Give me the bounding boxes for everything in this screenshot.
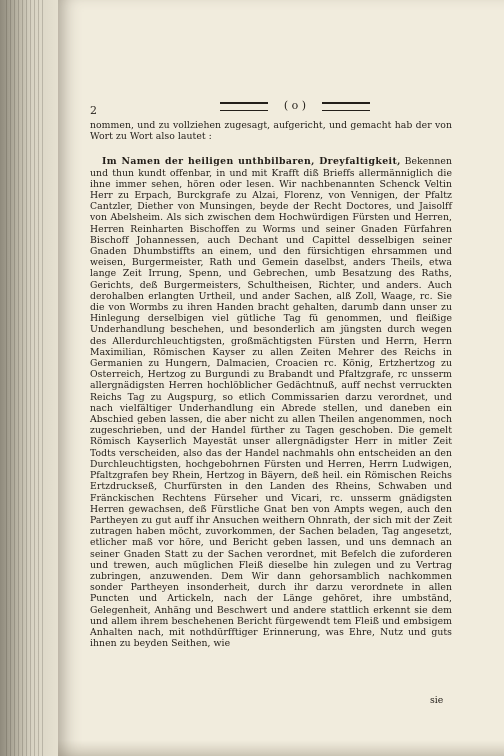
- document-body: [90, 156, 452, 649]
- header-ornament: ( o ): [283, 99, 307, 112]
- invocation-heading: Im Namen der heiligen unthbilbaren, Dreyfaltigkeit,: [102, 156, 401, 168]
- page-number: 2: [90, 104, 97, 117]
- catchword: sie: [430, 695, 444, 706]
- header-rule-right: [322, 102, 370, 111]
- header-rule-left: [220, 102, 268, 111]
- page-text: [90, 120, 452, 649]
- intro-paragraph: nommen, und zu vollziehen zugesagt, aufgericht, und gemacht hab der von Wort zu Wort also lautet :: [90, 120, 452, 143]
- running-header: [220, 99, 370, 115]
- book-gutter: [0, 0, 58, 756]
- page-bottom-shadow: [58, 740, 504, 756]
- body-paragraph: Bekennen und thun kundt offenbar, in und mit Krafft diß Brieffs allermänniglich die ihne immer sehen, hören oder lesen. Wir nachbenannten Schenck Veltin Herr zu Erpach, Burckgrafe zu Alzai, Florenz, von Vennigen, der Pfaltz Cantzler, Diether von Munsingen, beyde der Recht Doctores, und Jaisolff von Abelsheim. Als sich zwischen dem Hochwürdigen Fürsten und Herren, Herren Reinharten Bischoffen zu Worms und seiner Gnaden Fürfahren Bischoff Johannessen, auch Dechant und Capittel desselbigen seiner Gnaden Dhumbstiffts an einem, und den fürsichtigen ehrsammen und weisen, Burgermeister, Rath und Gemein daselbst, anders Theils, etwa lange Zeit Irrung, Spenn, und Gebrechen, umb Besatzung des Raths, Gerichts, deß Burgermeisters, Schultheisen, Richter, und anders. Auch derohalben erlangten Urtheil, und ander Sachen, alß Zoll, Waage, rc. Sie die von Wormbs zu ihren Handen bracht gehalten, darumb dann unser zu Hinlegung derselbigen viel gütliche Tag fü genommen, und fleißige Underhandlung beschehen, und besonderlich am jüngsten durch wegen des Allerdurchleuchtigsten, großmächtigsten Fürsten und Herrn, Herrn Maximilian, Römischen Kayser zu allen Zeiten Mehrer des Reichs in Germanien zu Hungern, Dalmacien, Croacien rc. König, Ertzhertzog zu Osterreich, Hertzog zu Burgundi zu Brabandt und Pfaltzgrafe, rc unsserm allergnädigsten Herren hochlöblicher Gedächtnuß, auff nechst verruckten Reichs Tag zu Augspurg, so etlich Commissarien darzu verordnet, und nach vielfältiger Underhandlung ein Abrede stellen, und daneben ein Abschied geben lassen, die aber nicht zu allen Theilen angenommen, noch zugeschrieben, und der Handel fürther zu Tagen geschoben. Die gemelt Römisch Kayserlich Mayestät unser allergnädigster Herr in mitler Zeit Todts verscheiden, also das der Handel nachmahls ohn entscheiden an den Durchleuchtigsten, hochgebohrnen Fürsten und Herren, Herrn Ludwigen, Pfaltzgrafen bey Rhein, Hertzog in Bäyern, deß heil. ein Römischen Reichs Ertzdruckseß, Churfürsten in den Landen des Rheins, Schwaben und Fränckischen Rechtens Fürseher und Vicari, rc. unsserm gnädigsten Herren gewachsen, deß Fürstliche Gnat ben von Ampts wegen, auch den Partheyen zu gut auff ihr Ansuchen weithern Ohnrath, der sich mit der Zeit zutragen haben möcht, zuvorkommen, der Sachen beladen, Tag angesetzt, etlicher maß vor höre, und Bericht geben lassen, und uns demnach an seiner Gnaden Statt zu der Sachen verordnet, mit Befelch die zuforderen und trewen, auch müglichen Fleiß dieselbe hin zulegen und zu Vertrag zubringen, anzuwenden. Dem Wir dann gehorsamblich nachkommen sonder Partheyen insonderheit, durch ihr darzu verordnete in allen Puncten und Artickeln, nach der Länge gehöret, ihre umbständ, Gelegenheit, Anhäng und Beschwert und andere stattlich erkennt sie dem und allem ihrem beschehenen Bericht fürgewendt tem Fleiß und embsigem Anhalten nach, mit nothdürfftiger Erinnerung, was Ehre, Nutz und guts ihnen zu beyden Seithen, wie: [90, 156, 453, 650]
- page-edges: [6, 0, 46, 756]
